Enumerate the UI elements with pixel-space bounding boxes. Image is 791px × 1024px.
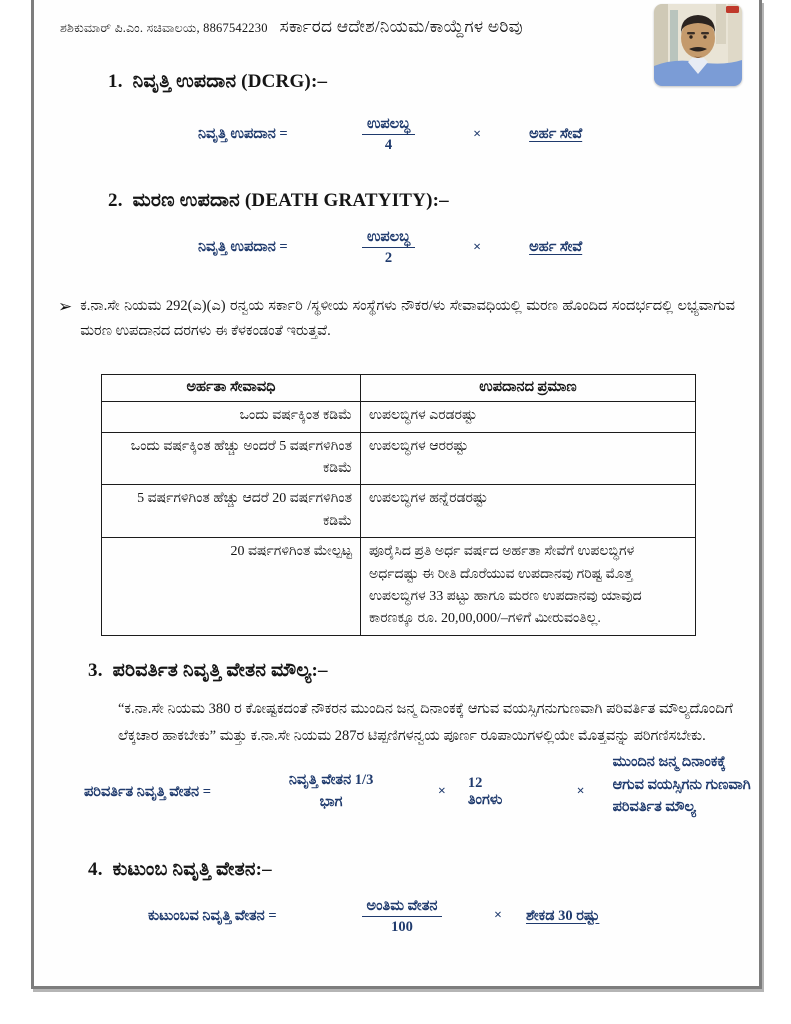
rule-292-note (58, 294, 735, 345)
family-pension-formula (148, 897, 759, 936)
family-denominator: 100 (391, 918, 413, 935)
death-formula-rhs: ಅರ್ಹ ಸೇವೆ (529, 239, 583, 256)
service-period-cell: ಒಂದು ವರ್ಷಕ್ಕಿಂತ ಕಡಿಮೆ (102, 402, 361, 432)
death-formula-lhs: ನಿವೃತ್ತಿ ಉಪದಾನ = (198, 239, 288, 256)
section4-number: 4. (88, 858, 103, 880)
table-row (102, 538, 696, 636)
service-period-cell: ಒಂದು ವರ್ಷಕ್ಕಿಂತ ಹೆಚ್ಚು ಅಂದರೆ 5 ವರ್ಷಗಳಿಗಿಂತ ಕಡಿಮೆ (102, 432, 361, 485)
multiply-sign: × (437, 784, 446, 800)
section4-title: ಕುಟುಂಬ ನಿವೃತ್ತಿ ವೇತನ:– (112, 858, 272, 880)
section1-title: ನಿವೃತ್ತಿ ಉಪದಾನ (DCRG):– (132, 71, 328, 92)
section3-number: 3. (88, 659, 103, 681)
col-header-amount: ಉಪದಾನದ ಪ್ರಮಾಣ (361, 375, 696, 402)
death-formula-fraction (362, 228, 415, 267)
col-header-service: ಅರ್ಹತಾ ಸೇವಾವಧಿ (102, 375, 361, 402)
death-denominator: 2 (384, 250, 393, 267)
death-gratuity-formula (198, 228, 759, 267)
commuted-pension-formula (84, 754, 759, 818)
gratuity-amount-cell: ಉಪಲಬ್ಧಿಗಳ ಹನ್ನೆರಡರಷ್ಟು (361, 485, 696, 538)
page-header (34, 0, 759, 37)
pension-one-third-term (284, 770, 378, 814)
table-header-row (102, 375, 696, 402)
section2-number: 2. (108, 190, 123, 212)
section1-number: 1. (108, 71, 123, 92)
author-photo (654, 4, 742, 86)
gratuity-amount-cell: ಉಪಲಬ್ಧಿಗಳ ಎರಡರಷ್ಟು (361, 402, 696, 432)
multiply-sign: × (494, 908, 502, 924)
gratuity-amount-cell: ಉಪಲಬ್ಧಿಗಳ ಆರರಷ್ಟು (361, 432, 696, 485)
arrow-bullet-icon: ➢ (58, 296, 73, 316)
table-row (102, 402, 696, 432)
dcrg-formula-rhs: ಅರ್ಹ ಸೇವೆ (529, 126, 583, 143)
dcrg-formula-fraction (362, 115, 415, 154)
term1-line2: ಭಾಗ (319, 794, 343, 811)
portrait-illustration (654, 4, 742, 86)
table-row (102, 485, 696, 538)
multiply-sign: × (473, 126, 482, 142)
section3-heading (88, 660, 759, 682)
service-period-cell: 20 ವರ್ಷಗಳಿಗಿಂತ ಮೇಲ್ಪಟ್ಟ (102, 538, 361, 636)
family-formula-lhs: ಕುಟುಂಬವ ನಿವೃತ್ತಿ ವೇತನ = (148, 907, 277, 924)
family-numerator: ಅಂತಿಮ ವೇತನ (362, 897, 443, 917)
section2-title: ಮರಣ ಉಪದಾನ (DEATH GRATYITY):– (132, 190, 449, 212)
section4-heading (88, 859, 759, 881)
rule-292-text: ಕ.ನಾ.ಸೇ ನಿಯಮ 292(ಎ)(ಎ) ರನ್ವಯ ಸರ್ಕಾರಿ /ಸ್ಥಳೀಯ ಸಂಸ್ಥೆಗಳು ನೌಕರ/ಳು ಸೇವಾವಧಿಯಲ್ಲಿ ಮರಣ ಹೊಂದಿದ ಸಂದರ್ಭದಲ್ಲಿ ಲಭ್ಯವಾಗುವ ಮರಣ ಉಪದಾನದ ದರಗಳು ಈ ಕೆಳಕಂಡಂತೆ ಇರುತ್ತವೆ. (80, 297, 735, 339)
commutation-factor-term: ಮುಂದಿನ ಜನ್ಮ ದಿನಾಂಕಕ್ಕೆ ಆಗುವ ವಯಸ್ಸಿಗನು ಗುಣವಾಗಿ ಪರಿವರ್ತಿತ ಮೌಲ್ಯ (612, 754, 751, 816)
dcrg-formula (198, 115, 759, 154)
multiply-sign: × (473, 239, 482, 255)
term1-line1: ನಿವೃತ್ತಿ ವೇತನ 1/3 (288, 772, 374, 789)
section3-title: ಪರಿವರ್ತಿತ ನಿವೃತ್ತಿ ವೇತನ ಮೌಲ್ಯ:– (112, 659, 328, 681)
rule-380-paragraph: “ಕ.ನಾ.ಸೇ ನಿಯಮ 380 ರ ಕೋಷ್ಟಕದಂತೆ ನೌಕರನ ಮುಂದಿನ ಜನ್ಮ ದಿನಾಂಕಕ್ಕೆ ಆಗುವ ವಯಸ್ಸಿಗನುಗುಣವಾಗಿ ಪರಿವರ್ತಿತ ಮೌಲ್ಯದೊಂದಿಗೆ ಲೆಕ್ಕಚಾರ ಹಾಕಬೇಕು” ಮತ್ತು ಕ.ನಾ.ಸೇ ನಿಯಮ 287ರ ಟಿಪ್ಪಣಿಗಳನ್ವಯ ಪೂರ್ಣ ರೂಪಾಯಿಗಳಲ್ಲಿಯೇ ಮೊತ್ತವನ್ನು ಪರಿಗಣಿಸಬೇಕು. (118, 700, 733, 744)
section2-heading (108, 190, 759, 212)
gratuity-amount-cell: ಪೂರೈಸಿದ ಪ್ರತಿ ಅರ್ಧ ವರ್ಷದ ಅರ್ಹತಾ ಸೇವೆಗೆ ಉಪಲಬ್ಧಿಗಳ ಅರ್ಧದಷ್ಟು ಈ ರೀತಿ ದೊರೆಯುವ ಉಪದಾನವು ಗರಿಷ್ಟ ಮೊತ್ತ ಉಪಲಬ್ಧಿಗಳ 33 ಪಟ್ಟು ಹಾಗೂ ಮರಣ ಉಪದಾನವು ಯಾವುದ ಕಾರಣಕ್ಕೂ ರೂ. 20,00,000/–ಗಳಿಗೆ ಮೀರುವಂತಿಲ್ಲ. (361, 538, 696, 636)
death-numerator: ಉಪಲಬ್ಧ (362, 228, 415, 248)
commuted-formula-lhs: ಪರಿವರ್ತಿತ ನಿವೃತ್ತಿ ವೇತನ = (84, 783, 212, 800)
dcrg-denominator: 4 (384, 137, 393, 154)
table-row (102, 432, 696, 485)
author-byline: ಶಶಿಕುಮಾರ್ ಪಿ.ಎಂ. ಸಚಿವಾಲಯ, 8867542230 (60, 21, 268, 35)
gratuity-rates-table (101, 374, 696, 636)
dcrg-formula-lhs: ನಿವೃತ್ತಿ ಉಪದಾನ = (198, 126, 288, 143)
service-period-cell: 5 ವರ್ಷಗಳಿಗಿಂತ ಹೆಚ್ಚು ಆದರೆ 20 ವರ್ಷಗಳಿಗಿಂತ ಕಡಿಮೆ (102, 485, 361, 538)
multiply-sign: × (576, 784, 585, 800)
family-formula-fraction (354, 897, 450, 936)
dcrg-numerator: ಉಪಲಬ್ಧ (362, 115, 415, 135)
twelve-months-term: 12 ತಿಂಗಳು (467, 775, 503, 809)
family-formula-rhs: ಶೇಕಡ 30 ರಷ್ಟು (525, 907, 600, 924)
page-title: ಸರ್ಕಾರದ ಆದೇಶ/ನಿಯಮ/ಕಾಯ್ದೆಗಳ ಅರಿವು (279, 17, 523, 36)
document-page (31, 0, 762, 989)
